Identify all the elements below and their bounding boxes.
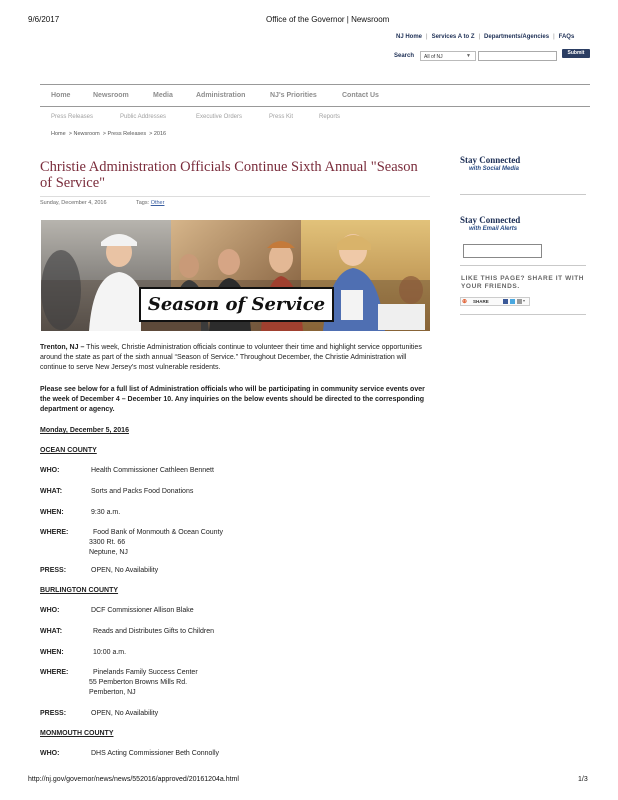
- subnav-reports[interactable]: Reports: [319, 114, 341, 120]
- nav-bottom-divider: [40, 106, 590, 107]
- press-value: OPEN, No Availability: [91, 710, 159, 717]
- print-page-number: 1/3: [578, 776, 588, 783]
- press-value: OPEN, No Availability: [91, 567, 159, 574]
- where-line-2: 55 Pemberton Browns Mills Rd.: [89, 679, 188, 686]
- subnav-press-kit[interactable]: Press Kit: [269, 114, 294, 120]
- subnav-press-releases[interactable]: Press Releases: [51, 114, 94, 120]
- who-value: DHS Acting Commissioner Beth Connolly: [91, 750, 219, 757]
- who-label: WHO:: [40, 750, 60, 757]
- top-link-nj-home[interactable]: NJ Home: [396, 34, 423, 40]
- day-heading: Monday, December 5, 2016: [40, 427, 129, 434]
- lead-text: This week, Christie Administration officials continue to volunteer their time and highlight service opportunities around the state as part of the sixth annual “Season of Service.” Throughout December, the Christie Administration will continue to serve New Jersey’s most vulnerable residents.: [40, 344, 422, 371]
- nav-media[interactable]: Media: [153, 92, 173, 99]
- nav-administration[interactable]: Administration: [196, 92, 246, 99]
- print-url: http://nj.gov/governor/news/news/552016/approved/20161204a.html: [28, 776, 239, 783]
- nav-newsroom[interactable]: Newsroom: [93, 92, 129, 99]
- top-link-faqs[interactable]: FAQs: [558, 34, 575, 40]
- stay-connected-email-subtitle[interactable]: with Email Alerts: [469, 226, 518, 232]
- search-input[interactable]: [478, 51, 557, 61]
- county-heading-ocean: OCEAN COUNTY: [40, 447, 97, 454]
- banner-caption: Season of Service: [139, 287, 334, 322]
- when-value: 9:30 a.m.: [91, 509, 121, 516]
- what-label: WHAT:: [40, 628, 63, 635]
- what-value: Reads and Distributes Gifts to Children: [93, 628, 214, 635]
- who-label: WHO:: [40, 607, 60, 614]
- top-links: NJ Home | Services A to Z | Departments/Agencies | FAQs: [396, 34, 575, 40]
- what-value: Sorts and Packs Food Donations: [91, 488, 194, 495]
- press-label: PRESS:: [40, 567, 67, 574]
- nav-home[interactable]: Home: [51, 92, 71, 99]
- twitter-icon[interactable]: [510, 299, 515, 304]
- who-value: DCF Commissioner Allison Blake: [91, 607, 194, 614]
- facebook-icon[interactable]: [503, 299, 508, 304]
- nav-contact[interactable]: Contact Us: [342, 92, 379, 99]
- when-value: 10:00 a.m.: [93, 649, 127, 656]
- who-value: Health Commissioner Cathleen Bennett: [91, 467, 214, 474]
- county-heading-monmouth: MONMOUTH COUNTY: [40, 730, 114, 737]
- where-line-1: Food Bank of Monmouth & Ocean County: [93, 529, 223, 536]
- where-line-2: 3300 Rt. 66: [89, 539, 126, 546]
- stay-connected-social-subtitle[interactable]: with Social Media: [469, 166, 520, 172]
- print-title: Office of the Governor | Newsroom: [266, 15, 390, 24]
- subnav-public-addresses[interactable]: Public Addresses: [120, 114, 167, 120]
- tag-link-other[interactable]: Other: [150, 200, 165, 206]
- title-divider: [40, 196, 430, 197]
- article-tags: [136, 200, 164, 206]
- sidebar-divider: [460, 265, 586, 266]
- lead-paragraph: [40, 343, 432, 373]
- top-link-services[interactable]: Services A to Z: [431, 34, 475, 40]
- where-label: WHERE:: [40, 529, 69, 536]
- search-scope-value: All of NJ: [424, 54, 443, 60]
- top-link-departments[interactable]: Departments/Agencies: [484, 34, 550, 40]
- chevron-down-icon: ▼: [466, 53, 471, 59]
- breadcrumb[interactable]: Home > Newsroom > Press Releases > 2016: [51, 131, 167, 137]
- search-scope-select[interactable]: [420, 51, 476, 61]
- press-label: PRESS:: [40, 710, 67, 717]
- what-label: WHAT:: [40, 488, 63, 495]
- email-alert-input[interactable]: [463, 244, 542, 258]
- when-label: WHEN:: [40, 509, 64, 516]
- article-date: Sunday, December 4, 2016: [40, 200, 107, 206]
- where-line-3: Pemberton, NJ: [89, 689, 136, 696]
- subnav-executive-orders[interactable]: Executive Orders: [196, 114, 243, 120]
- search-submit-button[interactable]: Submit: [562, 49, 590, 58]
- chevron-down-icon: ▾: [523, 298, 526, 303]
- search-label: Search: [394, 53, 415, 59]
- email-icon[interactable]: [517, 299, 522, 304]
- season-of-service-banner: [41, 220, 430, 331]
- where-line-3: Neptune, NJ: [89, 549, 128, 556]
- share-label: SHARE: [473, 299, 489, 304]
- share-button[interactable]: [460, 297, 530, 306]
- where-label: WHERE:: [40, 669, 69, 676]
- county-heading-burlington: BURLINGTON COUNTY: [40, 587, 119, 594]
- when-label: WHEN:: [40, 649, 64, 656]
- notice-paragraph: Please see below for a full list of Administration officials who will be participating in community service events over the week of December 4 – December 10. Any inquiries on the below events should be directed to the corresponding department or agency.: [40, 386, 425, 413]
- print-date: 9/6/2017: [28, 15, 60, 24]
- article-title: Christie Administration Officials Continue Sixth Annual "Season of Service": [40, 159, 418, 191]
- who-label: WHO:: [40, 467, 60, 474]
- stay-connected-social-title[interactable]: Stay Connected: [460, 155, 521, 165]
- nav-top-divider: [40, 84, 590, 85]
- dateline: Trenton, NJ –: [40, 344, 85, 351]
- sidebar-divider: [460, 314, 586, 315]
- where-line-1: Pinelands Family Success Center: [93, 669, 198, 676]
- sidebar-divider: [460, 194, 586, 195]
- nav-priorities[interactable]: NJ's Priorities: [270, 92, 317, 99]
- tags-label: Tags:: [136, 200, 150, 206]
- share-caption: LIKE THIS PAGE? SHARE IT WITH YOUR FRIENDS.: [461, 275, 585, 290]
- stay-connected-email-title[interactable]: Stay Connected: [460, 215, 521, 225]
- share-plus-icon: ⊕: [462, 299, 468, 305]
